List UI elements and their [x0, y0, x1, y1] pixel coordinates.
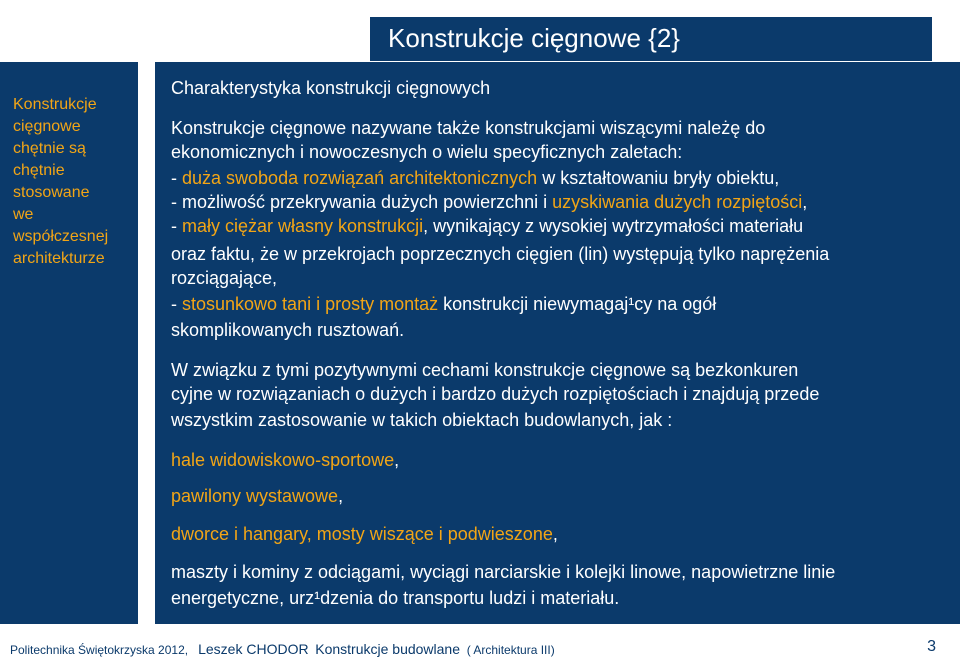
- highlight-text: stosunkowo tani i prosty montaż: [182, 294, 439, 314]
- list-item-line: energetyczne, urz¹dzenia do transportu ludzi i materiału.: [171, 588, 620, 608]
- footer: [10, 641, 940, 657]
- intro-line: Konstrukcje cięgnowe nazywane także konstrukcjami wiszącymi należę do: [171, 118, 766, 138]
- sidebar-line: współczesnej: [13, 228, 109, 245]
- bullet-spans: [171, 190, 807, 214]
- list-item: [171, 484, 343, 508]
- paragraph-line: cyjne w rozwiązaniach o dużych i bardzo dużych rozpiętościach i znajdują przede: [171, 384, 820, 404]
- list-item-line: maszty i kominy z odciągami, wyciągi narciarskie i kolejki linowe, napowietrzne linie: [171, 562, 836, 582]
- footer-institution: Politechnika Świętokrzyska 2012,: [10, 643, 192, 657]
- sidebar-caption: [13, 94, 135, 270]
- footer-program: ( Architektura III): [466, 643, 555, 657]
- footer-author: Leszek CHODOR: [198, 641, 309, 657]
- highlight-text: mały ciężar własny konstrukcji: [182, 216, 424, 236]
- sidebar-line: chętnie: [13, 162, 65, 179]
- sidebar-line: Konstrukcje: [13, 96, 97, 113]
- slide-title: Konstrukcje cięgnowe {2}: [388, 23, 680, 53]
- bullet-text: konstrukcji niewymagaj¹cy na ogół: [438, 294, 717, 314]
- intro-line: ekonomicznych i nowoczesnych o wielu specyficznych zaletach:: [171, 142, 683, 162]
- list-comma: ,: [552, 524, 558, 544]
- list-item-text: pawilony wystawowe: [171, 486, 339, 506]
- bullet-text-line: skomplikowanych rusztowań.: [171, 320, 405, 340]
- list-comma: ,: [394, 450, 400, 470]
- section-heading: Charakterystyka konstrukcji cięgnowych: [171, 78, 491, 98]
- bullet-dash: -: [171, 294, 182, 314]
- list-comma: ,: [338, 486, 344, 506]
- bullet-dash: -: [171, 168, 182, 188]
- highlight-text: uzyskiwania dużych rozpiętości: [552, 192, 803, 212]
- paragraph-line: W związku z tymi pozytywnymi cechami konstrukcje cięgnowe są bezkonkuren: [171, 360, 799, 380]
- sidebar: [0, 62, 138, 624]
- title-bar: [370, 17, 932, 61]
- sidebar-line: chętnie są: [13, 140, 86, 157]
- bullet-text: w kształtowaniu bryły obiektu,: [537, 168, 780, 188]
- list-item-text: dworce i hangary, mosty wiszące i podwieszone: [171, 524, 553, 544]
- sidebar-line: architekturze: [13, 250, 105, 267]
- highlight-text: duża swoboda rozwiązań architektonicznych: [182, 168, 538, 188]
- bullet-assembly: [171, 292, 716, 316]
- bullet-text-line: rozciągające,: [171, 268, 278, 288]
- list-item-text: hale widowiskowo-sportowe: [171, 450, 395, 470]
- bullet-text: ,: [802, 192, 808, 212]
- footer-course: Konstrukcje budowlane: [315, 641, 461, 657]
- bullet-weight: [171, 214, 803, 238]
- list-item: [171, 448, 399, 472]
- sidebar-line: stosowane: [13, 184, 90, 201]
- paragraph-line: wszystkim zastosowanie w takich obiektach budowlanych, jak :: [171, 410, 673, 430]
- bullet-text: - możliwość przekrywania dużych powierzchni i: [171, 192, 553, 212]
- bullet-text-line: oraz faktu, że w przekrojach poprzecznych cięgien (lin) występują tylko naprężenia: [171, 244, 830, 264]
- sidebar-line: cięgnowe: [13, 118, 81, 135]
- bullet-dash: -: [171, 216, 182, 236]
- list-item: [171, 522, 558, 546]
- bullet-freedom: [171, 166, 779, 190]
- page-number: 3: [927, 638, 936, 655]
- content-panel: [155, 62, 960, 624]
- bullet-text: , wynikający z wysokiej wytrzymałości materiału: [423, 216, 804, 236]
- sidebar-line: we: [13, 206, 34, 223]
